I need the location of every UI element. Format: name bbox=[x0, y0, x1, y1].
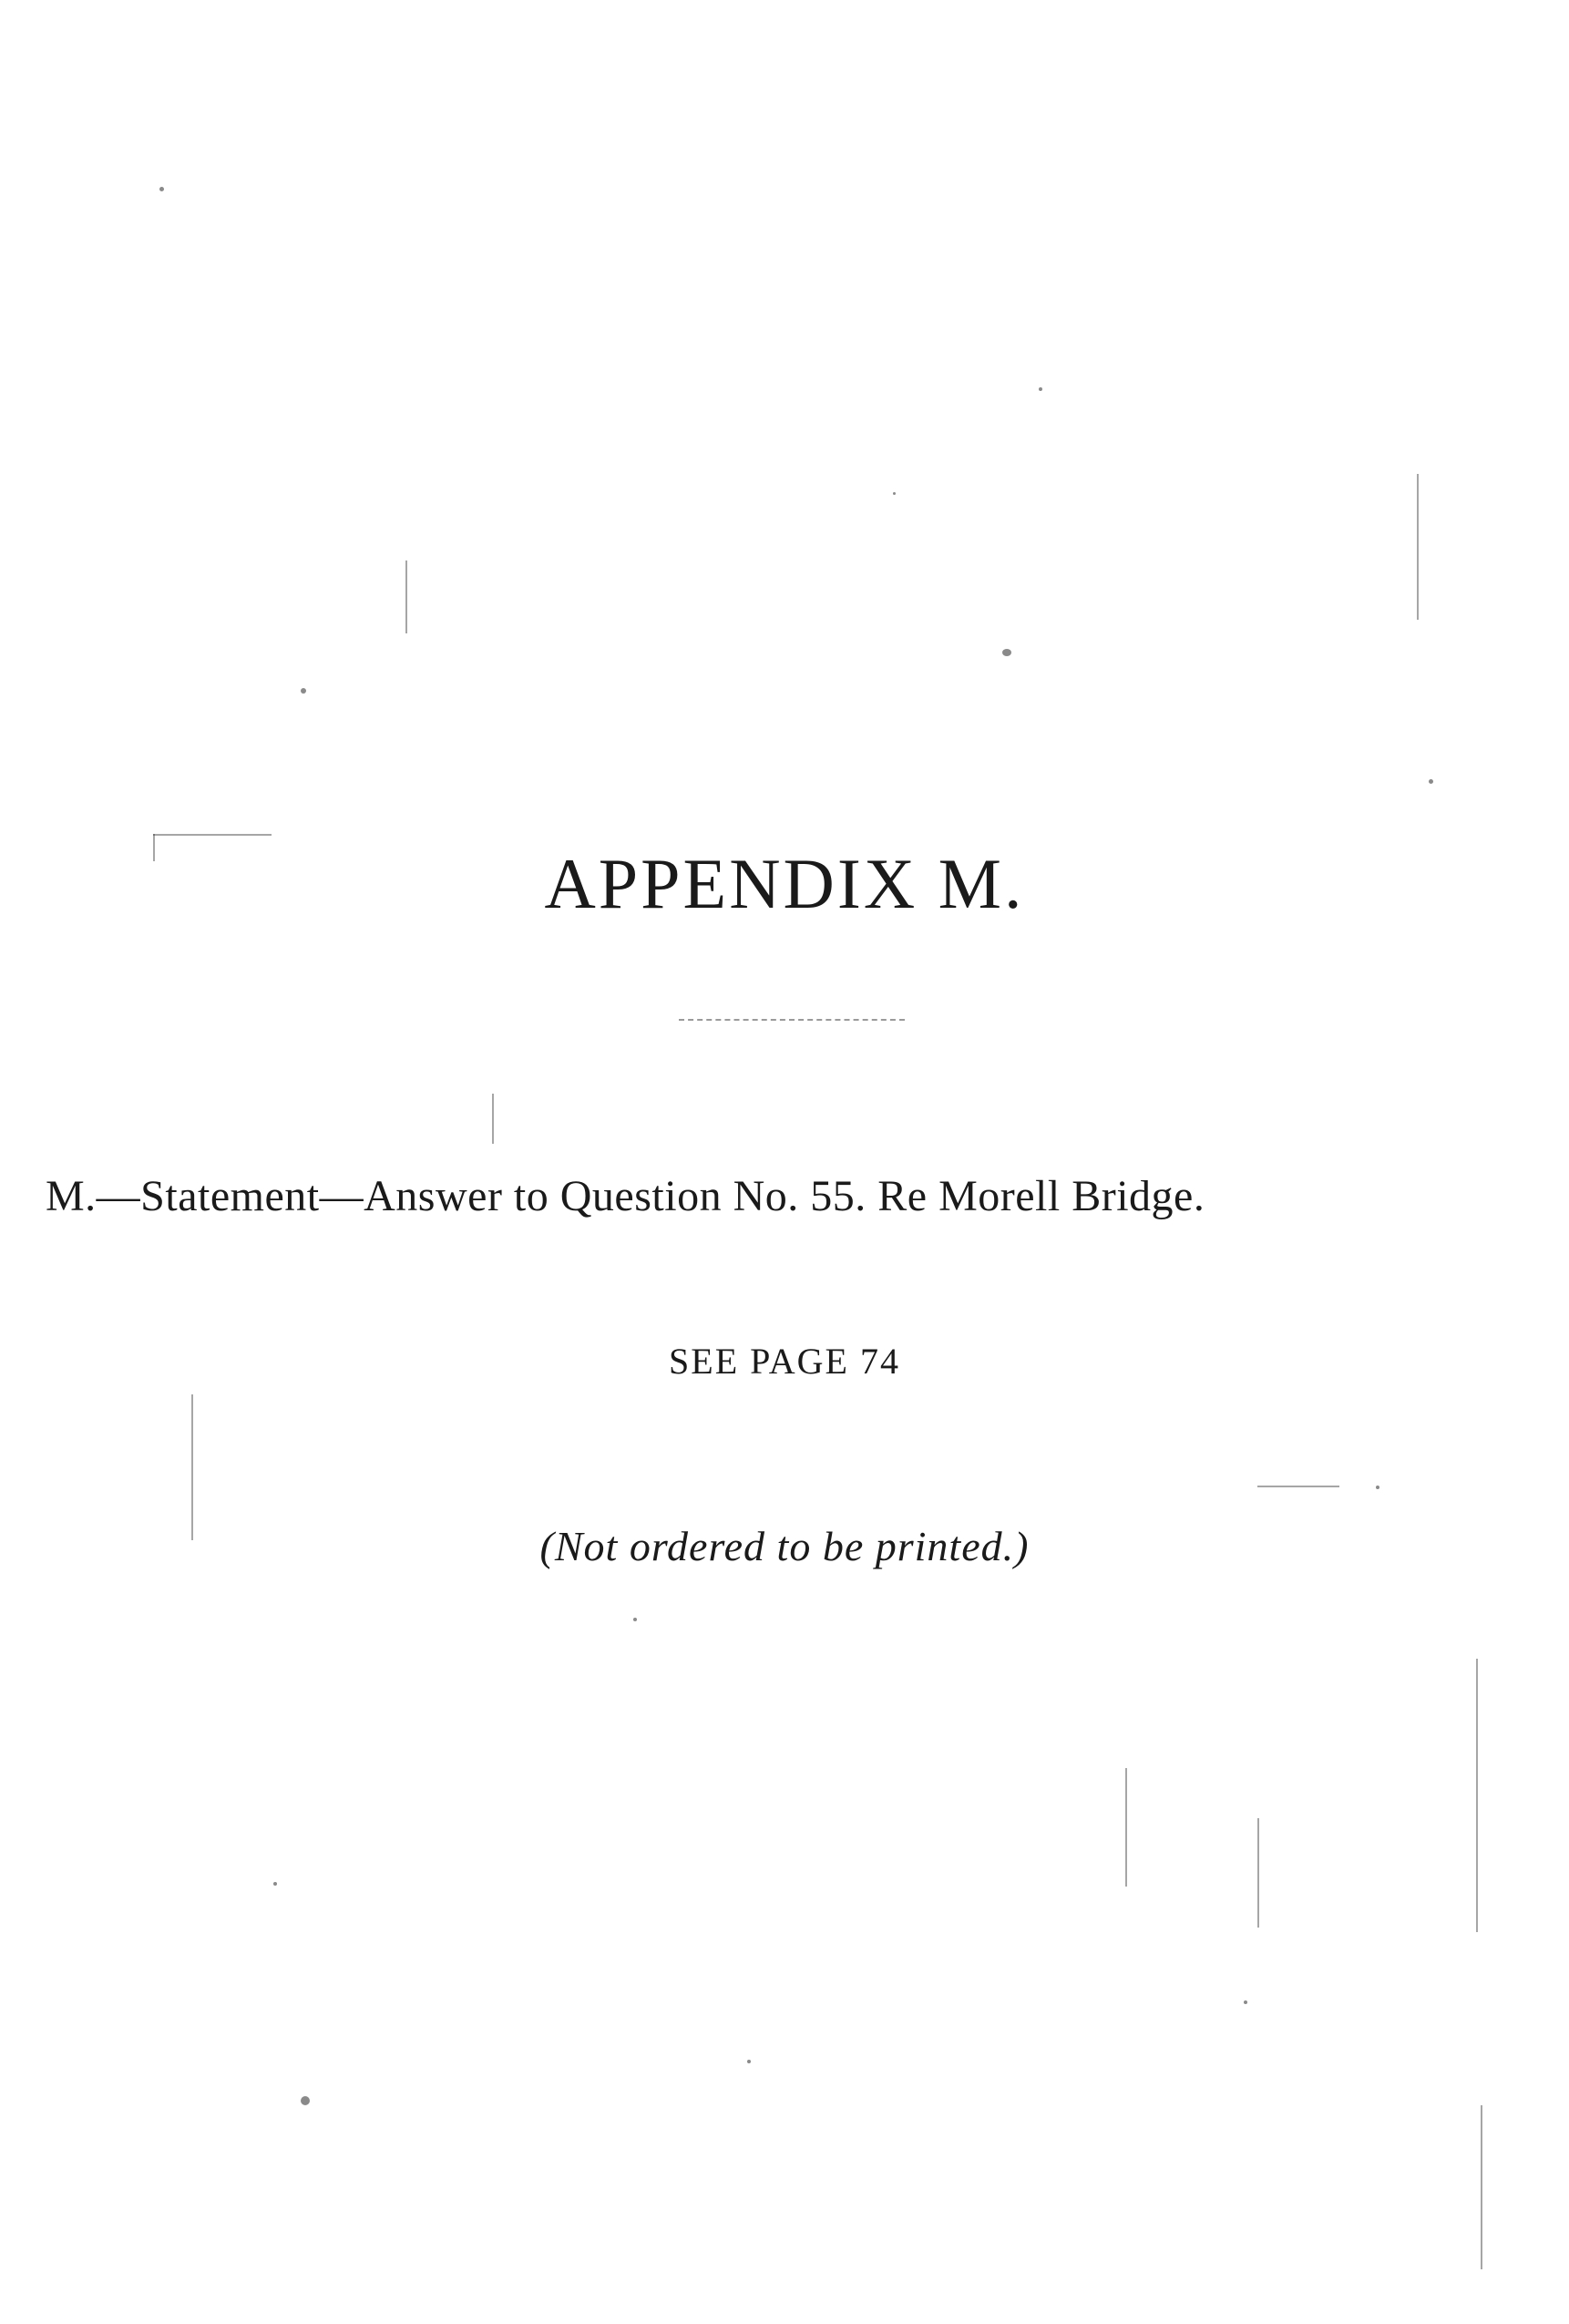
scan-mark bbox=[1481, 2105, 1482, 2269]
scan-mark bbox=[1257, 1486, 1339, 1487]
scan-speckle bbox=[301, 2096, 310, 2105]
appendix-heading: APPENDIX M. bbox=[544, 844, 1025, 923]
scan-mark bbox=[191, 1394, 193, 1540]
scan-mark bbox=[1257, 1818, 1259, 1928]
scan-speckle bbox=[1039, 387, 1042, 391]
scan-mark bbox=[492, 1094, 494, 1144]
scan-speckle bbox=[747, 2060, 751, 2063]
scan-speckle bbox=[1376, 1486, 1379, 1489]
scan-speckle bbox=[1244, 2000, 1247, 2004]
heading-rule bbox=[679, 1019, 905, 1021]
scan-mark bbox=[1476, 1659, 1478, 1932]
scan-mark bbox=[1125, 1768, 1127, 1887]
scan-mark bbox=[153, 834, 272, 836]
scan-mark bbox=[1417, 474, 1419, 620]
scan-speckle bbox=[1002, 649, 1011, 656]
see-page-reference: SEE PAGE 74 bbox=[669, 1341, 900, 1382]
scan-speckle bbox=[633, 1618, 637, 1621]
scan-speckle bbox=[273, 1882, 277, 1886]
scan-speckle bbox=[1429, 779, 1433, 784]
scan-mark bbox=[405, 560, 407, 633]
not-ordered-note: (Not ordered to be printed.) bbox=[539, 1523, 1030, 1569]
scan-speckle bbox=[159, 187, 164, 191]
scan-speckle bbox=[301, 688, 306, 694]
scan-speckle bbox=[893, 492, 896, 495]
statement-line: M.—Statement—Answer to Question No. 55. Re Morell Bridge. bbox=[46, 1172, 1205, 1220]
